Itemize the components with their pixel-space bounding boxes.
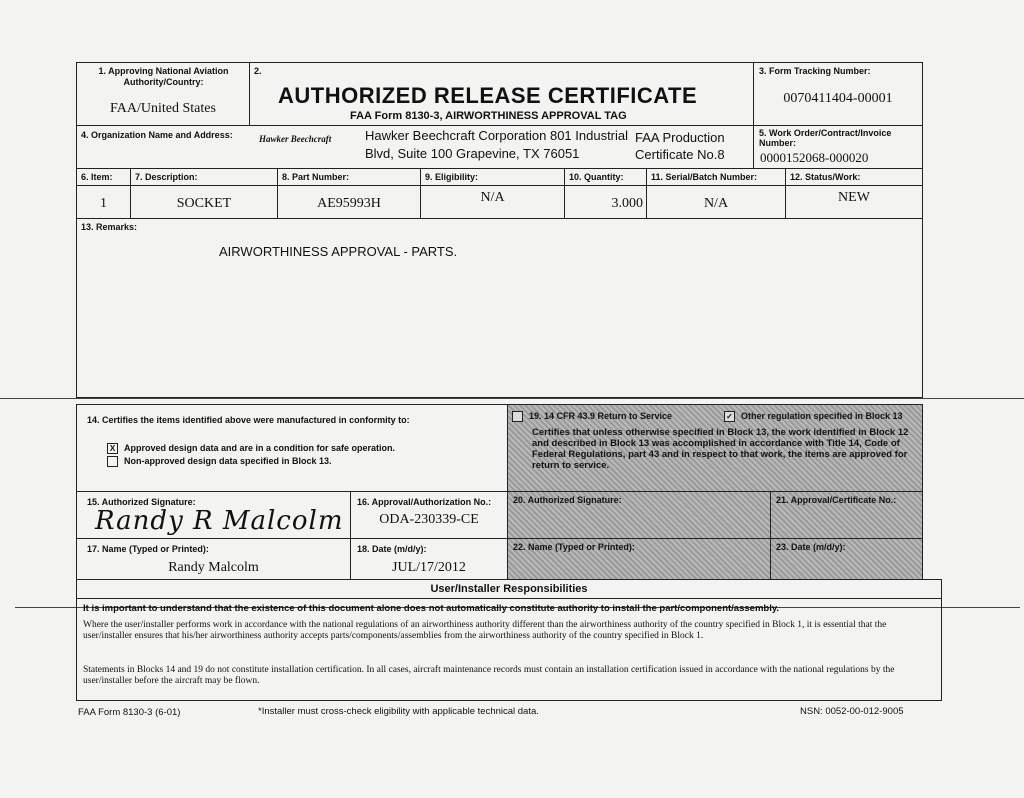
cell-status: NEW [785,185,923,219]
block-22 [507,538,771,580]
block-17 [76,538,351,580]
responsibilities-p3: Statements in Blocks 14 and 19 do not constitute installation certification. In all cases, aircraft maintenance records must contain an installation certification issued in accordance with the national regulations by the user/installer before the aircraft may be flown. [83,665,895,686]
option-non-approved-design-label: Non-approved design data specified in Block 13. [124,456,332,466]
production-cert-1: FAA Production [635,130,725,145]
option-other-regulation: ✓ Other regulation specified in Block 13 [724,411,903,422]
signer-name: Randy Malcolm [168,560,259,575]
option-approved-design-label: Approved design data and are in a condition for safe operation. [124,443,396,453]
block-13-remarks [76,218,923,398]
form-tracking-number: 0070411404-00001 [783,91,893,106]
organization-address-1: Hawker Beechcraft Corporation 801 Industrial [365,128,629,143]
cell-part-number: AE95993H [277,185,421,219]
block-23 [770,538,923,580]
cell-eligibility: N/A [420,185,565,219]
header-part-number: 8. Part Number: [277,168,421,186]
checkbox-non-approved-design[interactable] [107,456,118,467]
block-5-label: 5. Work Order/Contract/Invoice Number: [759,128,892,148]
block-1 [76,62,250,126]
header-quantity: 10. Quantity: [564,168,647,186]
form-title: AUTHORIZED RELEASE CERTIFICATE [278,83,698,108]
block-14 [76,404,508,492]
responsibilities-p1: It is important to understand that the existence of this document alone does not automatically constitute authority to install the part/component/assembly. [83,603,780,614]
header-eligibility: 9. Eligibility: [420,168,565,186]
approval-number: ODA-230339-CE [379,512,479,527]
authorized-signature: Randy R Malcolm [95,506,344,536]
block-18-label: 18. Date (m/d/y): [357,544,427,554]
beechcraft-logo: Hawker Beechcraft [259,134,332,144]
block-21 [770,491,923,539]
option-non-approved-design [107,456,332,467]
approval-date: JUL/17/2012 [392,560,466,575]
block-20 [507,491,771,539]
option-approved-design [107,443,395,454]
block-14-label: 14. Certifies the items identified above were manufactured in conformity to: [87,415,410,425]
cell-description: SOCKET [130,185,278,219]
block-1-label: 1. Approving National Aviation Authority/Country: [98,66,229,87]
responsibilities-body [76,598,942,701]
header-item: 6. Item: [76,168,131,186]
block-20-label: 20. Authorized Signature: [513,495,622,505]
block-3 [753,62,923,126]
block-15 [76,491,351,539]
header-description: 7. Description: [130,168,278,186]
remarks-text: AIRWORTHINESS APPROVAL - PARTS. [219,244,458,259]
block-17-label: 17. Name (Typed or Printed): [87,544,209,554]
block-19 [507,404,923,492]
checkbox-return-to-service[interactable] [512,411,523,422]
work-order-number: 0000152068-000020 [760,150,869,165]
form-subtitle: FAA Form 8130-3, AIRWORTHINESS APPROVAL TAG [350,110,627,122]
block-5 [753,125,923,169]
checkbox-approved-design[interactable]: X [107,443,118,454]
footer-nsn: NSN: 0052-00-012-9005 [800,706,904,717]
block-19-statement: Certifies that unless otherwise specified in Block 13, the work identified in Block 12 and described in Block 13 was accomplished in accordance with Title 14, Code of Federal Regulations, part 43 and in respect to that work, the items are approved for return to service. [532,427,909,471]
footer-note: *Installer must cross-check eligibility with applicable technical data. [258,706,539,717]
block-4-label: 4. Organization Name and Address: [81,130,233,140]
organization-address-2: Blvd, Suite 100 Grapevine, TX 76051 [365,146,580,161]
block-2-label: 2. [254,66,262,76]
checkbox-other-regulation[interactable]: ✓ [724,411,735,422]
block-23-label: 23. Date (m/d/y): [776,542,846,552]
block-2 [249,62,754,126]
cell-quantity: 3.000 [564,185,647,219]
certificate-form [76,62,923,690]
block-16 [350,491,508,539]
block-4 [76,125,754,169]
footer-form-number: FAA Form 8130-3 (6-01) [78,707,181,718]
cell-serial: N/A [646,185,786,219]
option-return-to-service: 19. 14 CFR 43.9 Return to Service [512,411,672,422]
responsibilities-p2: Where the user/installer performs work in accordance with the national regulations of an airworthiness authority different than the airworthiness authority of the country specified in Block 1, it is essential that the user/installer ensures that his/her airworthiness authority accepts parts/components/assemblies from the airworthiness authority of the country specified in Block 1. [83,620,887,641]
block-3-label: 3. Form Tracking Number: [759,66,871,76]
header-status: 12. Status/Work: [785,168,923,186]
responsibilities-title: User/Installer Responsibilities [430,583,588,595]
responsibilities-title-row [76,579,942,599]
production-cert-2: Certificate No.8 [635,147,725,162]
cell-item: 1 [76,185,131,219]
block-21-label: 21. Approval/Certificate No.: [776,495,897,505]
block-22-label: 22. Name (Typed or Printed): [513,542,635,552]
block-16-label: 16. Approval/Authorization No.: [357,497,492,507]
header-serial: 11. Serial/Batch Number: [646,168,786,186]
block-15-label: 15. Authorized Signature: [87,497,196,507]
approving-authority: FAA/United States [110,101,216,116]
remarks-label: 13. Remarks: [81,222,138,232]
block-18 [350,538,508,580]
